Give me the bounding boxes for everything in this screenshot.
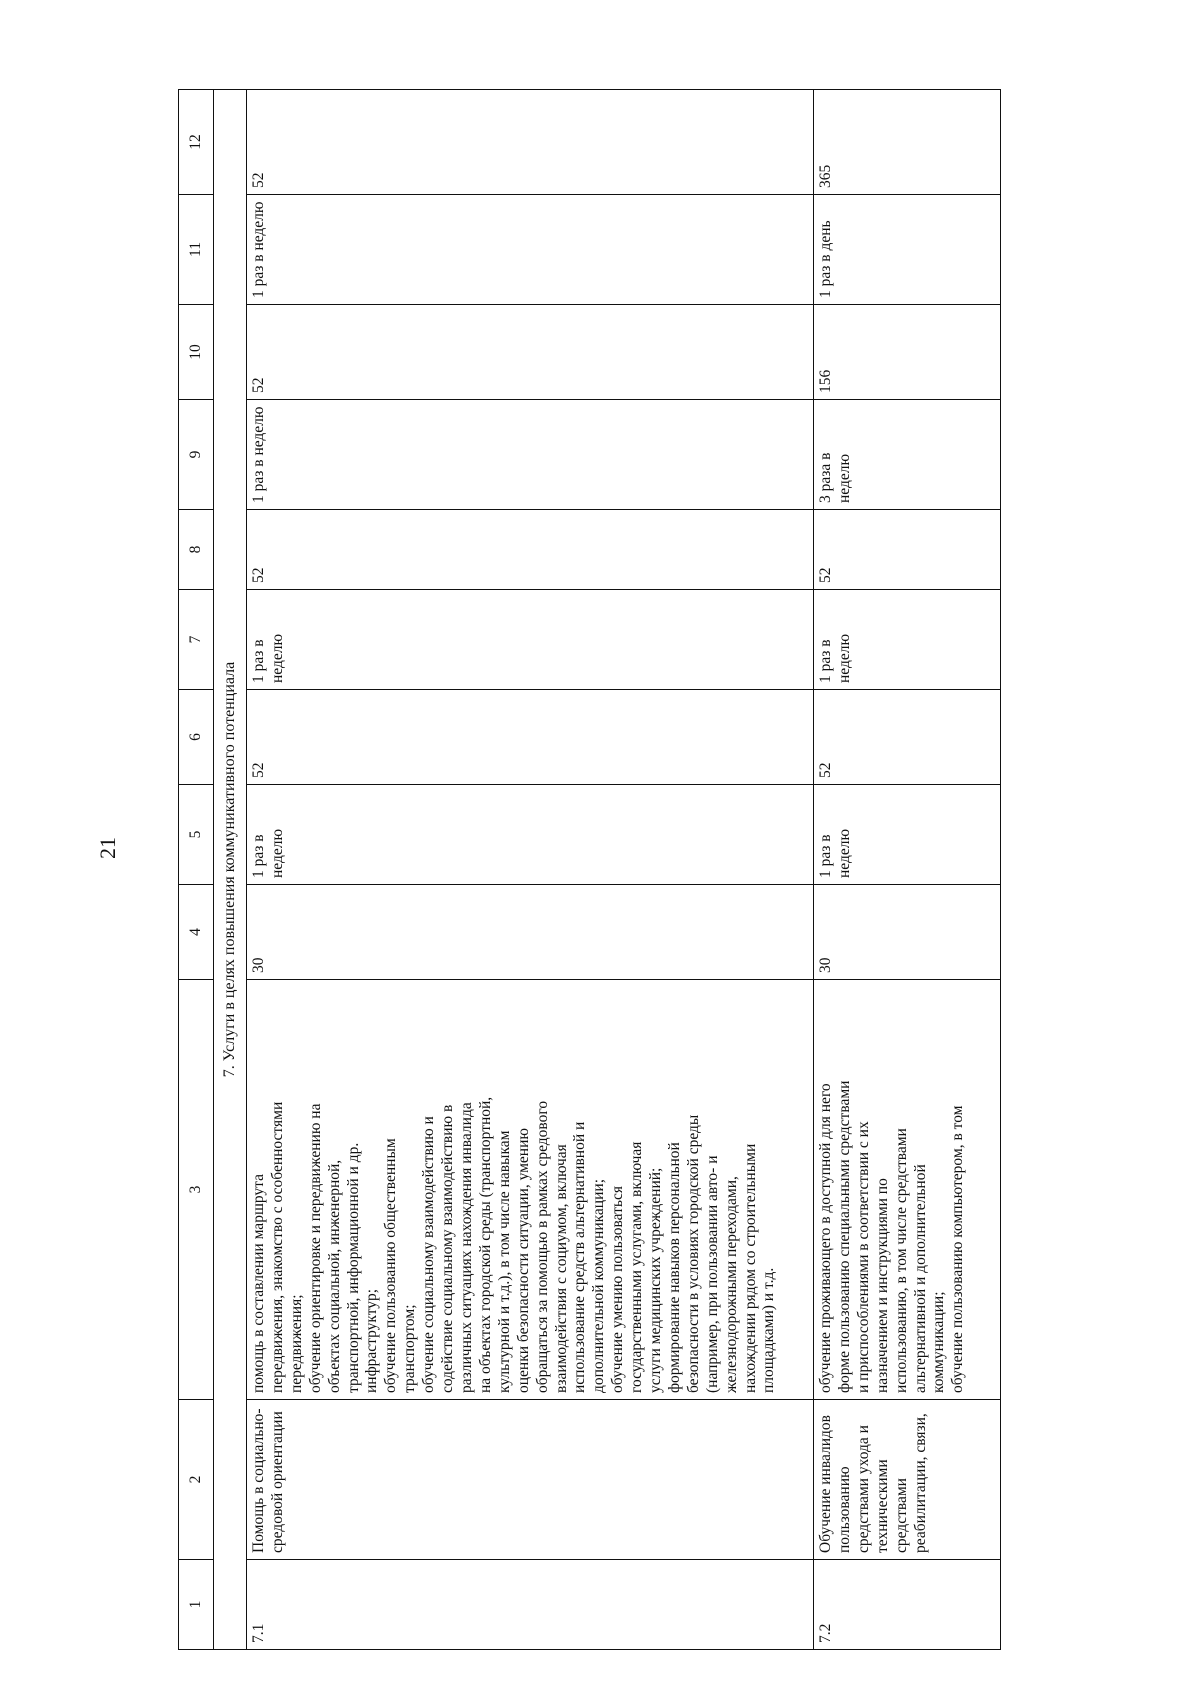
description-line: обращаться за помощью в рамках средового	[533, 1100, 551, 1393]
col-header-6: 6	[179, 690, 214, 785]
description-line: (например, при пользовании авто- и	[703, 1155, 721, 1393]
services-table	[178, 89, 1001, 1650]
description-line: безопасности в условиях городской среды	[684, 1114, 702, 1393]
service-description	[247, 980, 814, 1400]
cell-col-6: 52	[814, 690, 1001, 785]
cell-col-6: 52	[247, 690, 814, 785]
cell-col-10: 156	[814, 305, 1001, 400]
cell-col-4: 30	[814, 885, 1001, 980]
description-line: железнодорожными переходами,	[722, 1176, 740, 1393]
description-line: использование средств альтернативной и	[571, 1121, 589, 1393]
description-line: культурной и т.д.), в том числе навыкам	[495, 1130, 513, 1393]
cell-col-8: 52	[247, 510, 814, 590]
description-line: государственными услугами, включая	[628, 1141, 646, 1393]
rotated-table-container	[178, 90, 1128, 1650]
col-header-11: 11	[179, 195, 214, 305]
col-header-4: 4	[179, 885, 214, 980]
description-line: форме пользованию специальными средствами	[835, 1080, 853, 1393]
service-description	[814, 980, 1001, 1400]
col-header-2: 2	[179, 1400, 214, 1560]
description-line: альтернативной и дополнительной	[911, 1164, 929, 1393]
description-line: площадками) и т.д.	[760, 1267, 778, 1393]
cell-col-12: 52	[247, 90, 814, 195]
cell-col-7: 1 раз в неделю	[814, 590, 1001, 690]
row-number: 7.2	[814, 1560, 1001, 1650]
cell-col-5: 1 раз в неделю	[814, 785, 1001, 885]
row-number: 7.1	[247, 1560, 814, 1650]
page-number: 21	[95, 837, 120, 859]
description-line: услуги медицинских учреждений;	[647, 1167, 665, 1393]
description-line: помощь в составлении маршрута	[250, 1173, 267, 1393]
service-name: Помощь в социально-средовой ориентации	[247, 1400, 814, 1560]
cell-col-4: 30	[247, 885, 814, 980]
description-line: на объектах городской среды (транспортной,	[476, 1096, 494, 1393]
col-header-12: 12	[179, 90, 214, 195]
col-header-10: 10	[179, 305, 214, 400]
description-line: дополнительной коммуникации;	[590, 1179, 608, 1393]
description-line: обучение ориентировке и передвижению на	[306, 1103, 324, 1393]
description-line: содействие социальному взаимодействию в	[439, 1104, 457, 1393]
description-line: транспортной, информационной и др.	[344, 1142, 362, 1393]
description-line: передвижения, знакомство с особенностями	[268, 1101, 286, 1393]
description-line: назначением и инструкциями по	[873, 1178, 891, 1393]
service-name: Обучение инвалидов пользованию средствами ухода и техническими средствами реабилитации, связи,	[814, 1400, 1001, 1560]
description-line: обучение умению пользоваться	[609, 1186, 627, 1393]
cell-col-11: 1 раз в день	[814, 195, 1001, 305]
cell-col-9: 1 раз в неделю	[247, 400, 814, 510]
cell-col-5: 1 раз в неделю	[247, 785, 814, 885]
description-line: нахождении рядом со строительными	[741, 1143, 759, 1393]
cell-col-11: 1 раз в неделю	[247, 195, 814, 305]
col-header-8: 8	[179, 510, 214, 590]
section-row	[214, 90, 247, 1650]
description-line: транспортом;	[401, 1304, 419, 1393]
col-header-3: 3	[179, 980, 214, 1400]
col-header-7: 7	[179, 590, 214, 690]
description-line: и приспособлениями в соответствии с их	[854, 1121, 872, 1393]
description-line: обучение социальному взаимодействию и	[420, 1116, 438, 1393]
description-line: инфраструктур;	[363, 1288, 381, 1393]
col-header-9: 9	[179, 400, 214, 510]
col-header-5: 5	[179, 785, 214, 885]
description-line: оценки безопасности ситуации, умению	[514, 1128, 532, 1393]
description-line: коммуникации;	[930, 1291, 948, 1393]
description-line: формирование навыков персональной	[665, 1142, 683, 1393]
col-header-1: 1	[179, 1560, 214, 1650]
column-number-row	[179, 90, 214, 1650]
description-line: обучение пользованию общественным	[382, 1138, 400, 1393]
description-line: различных ситуациях нахождения инвалида	[457, 1102, 475, 1393]
description-line: передвижения;	[287, 1294, 305, 1393]
table-row	[814, 90, 1001, 1650]
cell-col-9: 3 раза в неделю	[814, 400, 1001, 510]
description-line: обучение пользованию компьютером, в том	[949, 1105, 967, 1393]
description-line: объектах социальной, инженерной,	[325, 1159, 343, 1393]
table-row	[247, 90, 814, 1650]
cell-col-7: 1 раз в неделю	[247, 590, 814, 690]
description-line: использованию, в том числе средствами	[892, 1128, 910, 1393]
description-line: обучение проживающего в доступной для него	[817, 1083, 834, 1393]
description-line: взаимодействия с социумом, включая	[552, 1144, 570, 1393]
cell-col-10: 52	[247, 305, 814, 400]
cell-col-8: 52	[814, 510, 1001, 590]
section-title: 7. Услуги в целях повышения коммуникативного потенциала	[214, 90, 247, 1650]
cell-col-12: 365	[814, 90, 1001, 195]
